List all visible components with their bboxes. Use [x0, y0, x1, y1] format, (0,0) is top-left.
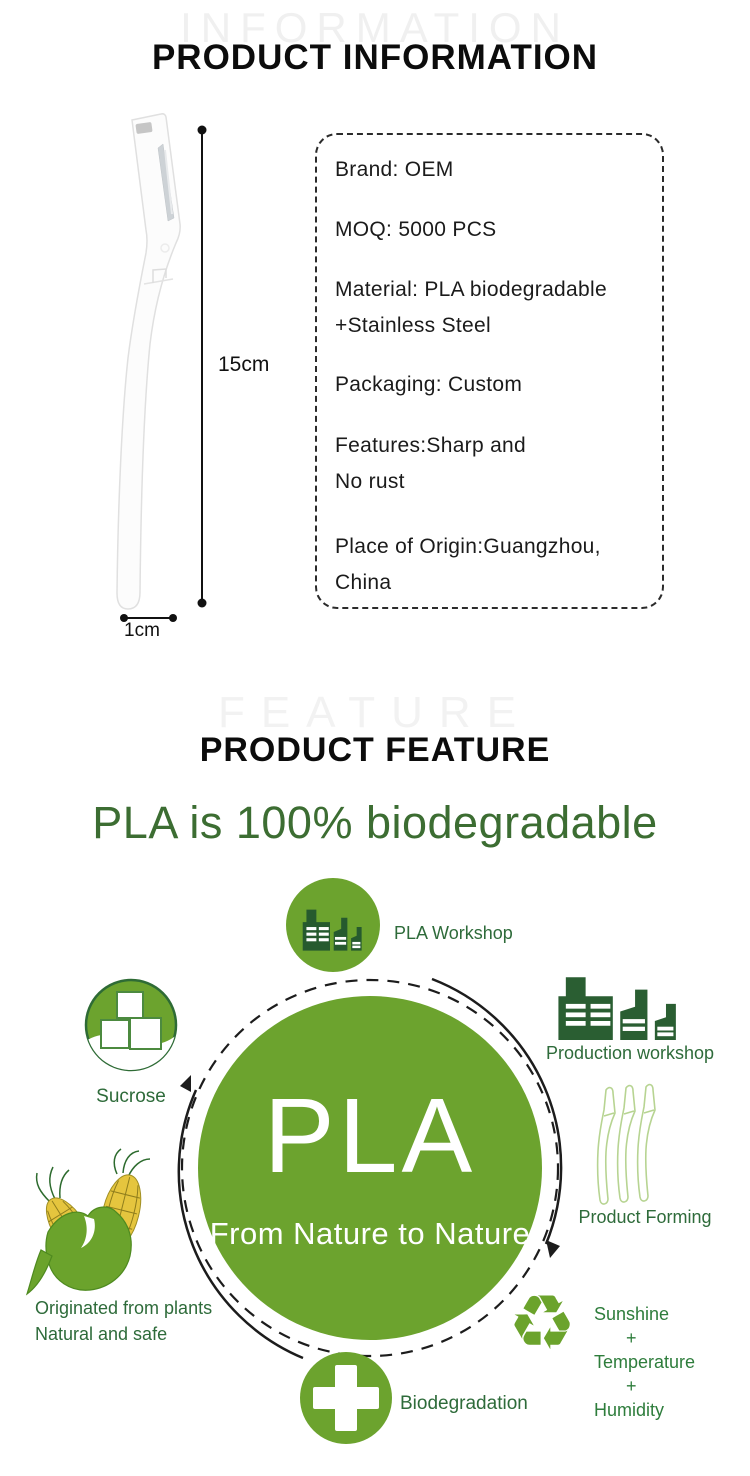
spec-material-line1: Material: PLA biodegradable — [335, 278, 607, 301]
conditions-humidity: Humidity — [594, 1400, 665, 1420]
spec-origin-line2: China — [335, 571, 392, 594]
spec-moq: MOQ: 5000 PCS — [335, 218, 497, 241]
production-workshop-label: Production workshop — [545, 1043, 715, 1063]
recycle-icon: ♻ — [508, 1281, 577, 1366]
measurement-lines — [95, 112, 295, 657]
conditions-label — [594, 1302, 716, 1422]
specs-box — [315, 133, 664, 609]
spec-features-line1: Features:Sharp and — [335, 434, 527, 457]
pla-workshop-label: PLA Workshop — [394, 923, 513, 943]
biodegradation-cross-icon — [300, 1352, 392, 1444]
sucrose-sugar-cubes-icon — [84, 978, 178, 1072]
spec-origin-line1: Place of Origin:Guangzhou, — [335, 535, 601, 558]
plants-label-line1: Originated from plants — [35, 1298, 213, 1318]
cycle-center-title: PLA — [263, 1077, 477, 1195]
info-watermark: INFORMATION — [180, 4, 570, 51]
conditions-sunshine: Sunshine — [594, 1304, 670, 1324]
pla-workshop-factory-icon — [286, 878, 380, 972]
corn-icon — [22, 1146, 167, 1298]
plants-label-line2: Natural and safe — [35, 1324, 168, 1344]
spec-packaging: Packaging: Custom — [335, 373, 523, 396]
feature-headline: PLA is 100% biodegradable — [92, 797, 658, 848]
biodegradation-label: Biodegradation — [400, 1393, 528, 1414]
feature-watermark: FEATURE — [217, 688, 533, 737]
feature-section-title: PRODUCT FEATURE — [199, 731, 551, 769]
spec-features-line2: No rust — [335, 470, 405, 493]
info-section-title: PRODUCT INFORMATION — [151, 38, 599, 77]
product-forming-razors-icon — [596, 1080, 674, 1210]
conditions-temperature: Temperature — [594, 1352, 696, 1372]
production-workshop-factory-icon — [551, 964, 687, 1040]
height-dimension-label: 15cm — [218, 353, 270, 376]
width-dimension-label: 1cm — [124, 620, 160, 641]
spec-material-line2: +Stainless Steel — [335, 314, 491, 337]
cycle-center-subtitle: From Nature to Nature — [209, 1216, 531, 1251]
product-forming-label: Product Forming — [578, 1207, 712, 1227]
spec-brand: Brand: OEM — [335, 158, 454, 181]
conditions-plus-1: + — [626, 1328, 637, 1348]
plants-label — [35, 1295, 212, 1347]
conditions-plus-2: + — [626, 1376, 637, 1396]
sucrose-label: Sucrose — [96, 1086, 166, 1107]
